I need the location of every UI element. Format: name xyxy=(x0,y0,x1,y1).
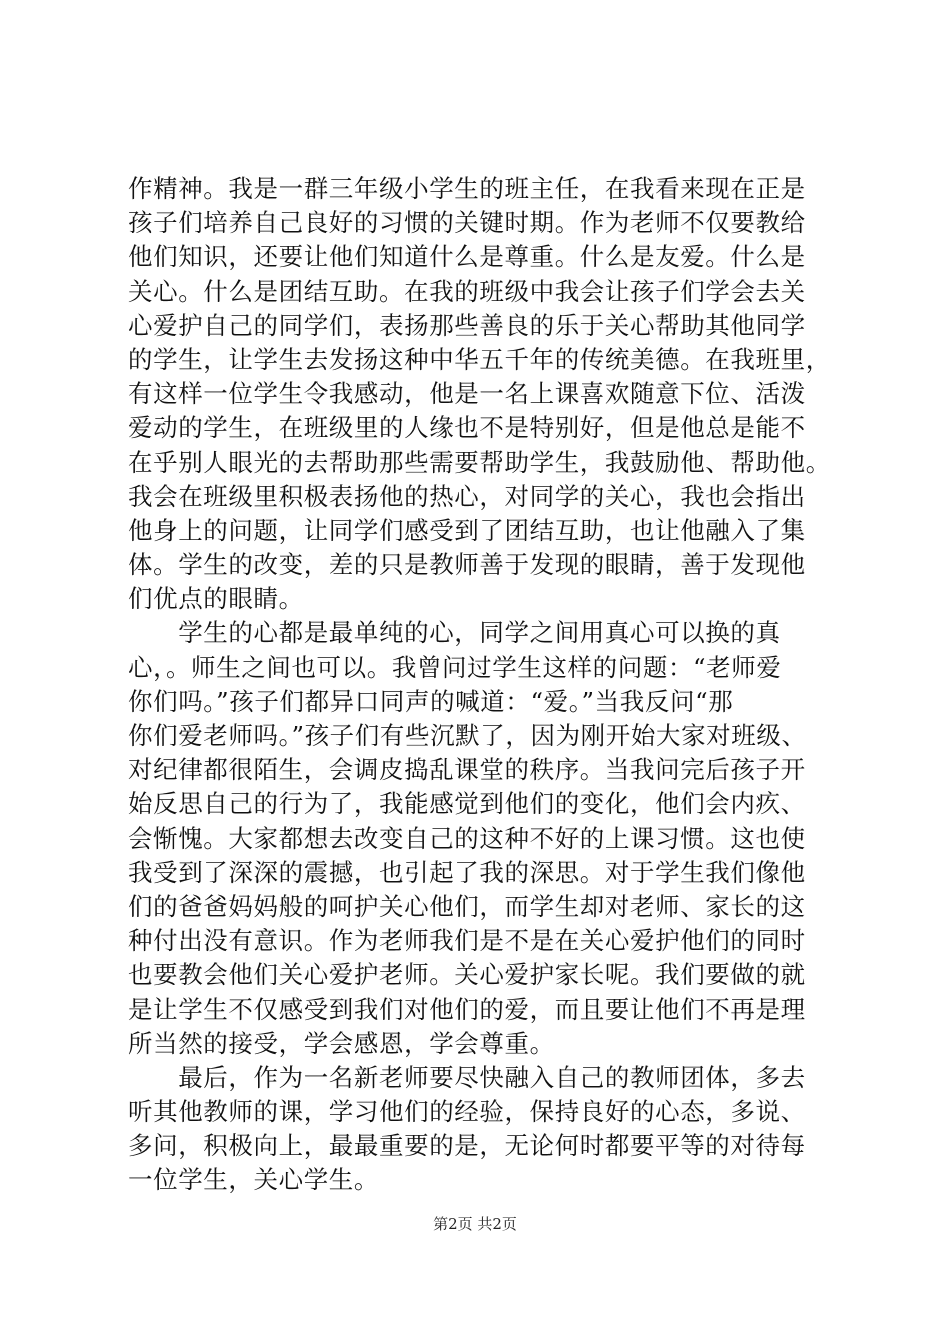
text-line: 作精神。我是一群三年级小学生的班主任，在我看来现在正是 xyxy=(128,174,806,203)
text-line: 他们知识，还要让他们知道什么是尊重。什么是友爱。什么是 xyxy=(128,242,806,272)
text-line: 我会在班级里积极表扬他的热心，对同学的关心，我也会指出 xyxy=(128,481,806,511)
text-line: 体。学生的改变，差的只是教师善于发现的眼睛，善于发现他 xyxy=(128,550,806,580)
text-line: 多问，积极向上，最最重要的是，无论何时都要平等的对待每 xyxy=(128,1131,806,1161)
text-line: 会惭愧。大家都想去改变自己的这种不好的上课习惯。这也使 xyxy=(128,823,806,853)
text-line: 们的爸爸妈妈般的呵护关心他们，而学生却对老师、家长的这 xyxy=(128,891,806,921)
page-footer xyxy=(0,1214,950,1234)
text-line: 也要教会他们关心爱护老师。关心爱护家长呢。我们要做的就 xyxy=(128,960,806,990)
text-line: 最后，作为一名新老师要尽快融入自己的教师团体，多去 xyxy=(128,1062,806,1092)
text-line: 孩子们培养自己良好的习惯的关键时期。作为老师不仅要教给 xyxy=(128,208,806,238)
text-line: 爱动的学生，在班级里的人缘也不是特别好，但是他总是能不 xyxy=(128,413,806,443)
text-line: 听其他教师的课，学习他们的经验，保持良好的心态，多说、 xyxy=(128,1097,806,1127)
text-line: 一位学生，关心学生。 xyxy=(128,1165,379,1195)
text-line: 们优点的眼睛。 xyxy=(128,584,304,614)
text-line: 种付出没有意识。作为老师我们是不是在关心爱护他们的同时 xyxy=(128,926,806,956)
text-line: 对纪律都很陌生，会调皮捣乱课堂的秩序。当我问完后孩子开 xyxy=(128,755,806,785)
text-line: 心爱护自己的同学们，表扬那些善良的乐于关心帮助其他同学 xyxy=(128,310,806,340)
text-line: 关心。什么是团结互助。在我的班级中我会让孩子们学会去关 xyxy=(128,276,806,306)
text-line: 有这样一位学生令我感动，他是一名上课喜欢随意下位、活泼 xyxy=(128,379,806,409)
text-line: 在乎别人眼光的去帮助那些需要帮助学生，我鼓励他、帮助他。 xyxy=(128,447,831,477)
text-line: 学生的心都是最单纯的心，同学之间用真心可以换的真 xyxy=(128,618,781,648)
text-line: 你们爱老师吗。”孩子们有些沉默了，因为刚开始大家对班级、 xyxy=(128,721,807,750)
text-line: 心，。师生之间也可以。我曾问过学生这样的问题：“老师爱 xyxy=(128,652,782,682)
document-body xyxy=(128,172,831,1198)
text-line: 你们吗。”孩子们都异口同声的喊道：“爱。”当我反问“那 xyxy=(128,686,734,716)
page-number: 第2页 共2页 xyxy=(433,1215,517,1233)
text-line: 的学生，让学生去发扬这种中华五千年的传统美德。在我班里， xyxy=(128,344,831,374)
text-line: 所当然的接受，学会感恩，学会尊重。 xyxy=(128,1028,555,1058)
text-line: 我受到了深深的震撼，也引起了我的深思。对于学生我们像他 xyxy=(128,857,806,887)
text-line: 始反思自己的行为了，我能感觉到他们的变化，他们会内疚、 xyxy=(128,789,806,819)
text-line: 是让学生不仅感受到我们对他们的爱，而且要让他们不再是理 xyxy=(128,994,806,1024)
text-line: 他身上的问题，让同学们感受到了团结互助，也让他融入了集 xyxy=(128,515,806,545)
